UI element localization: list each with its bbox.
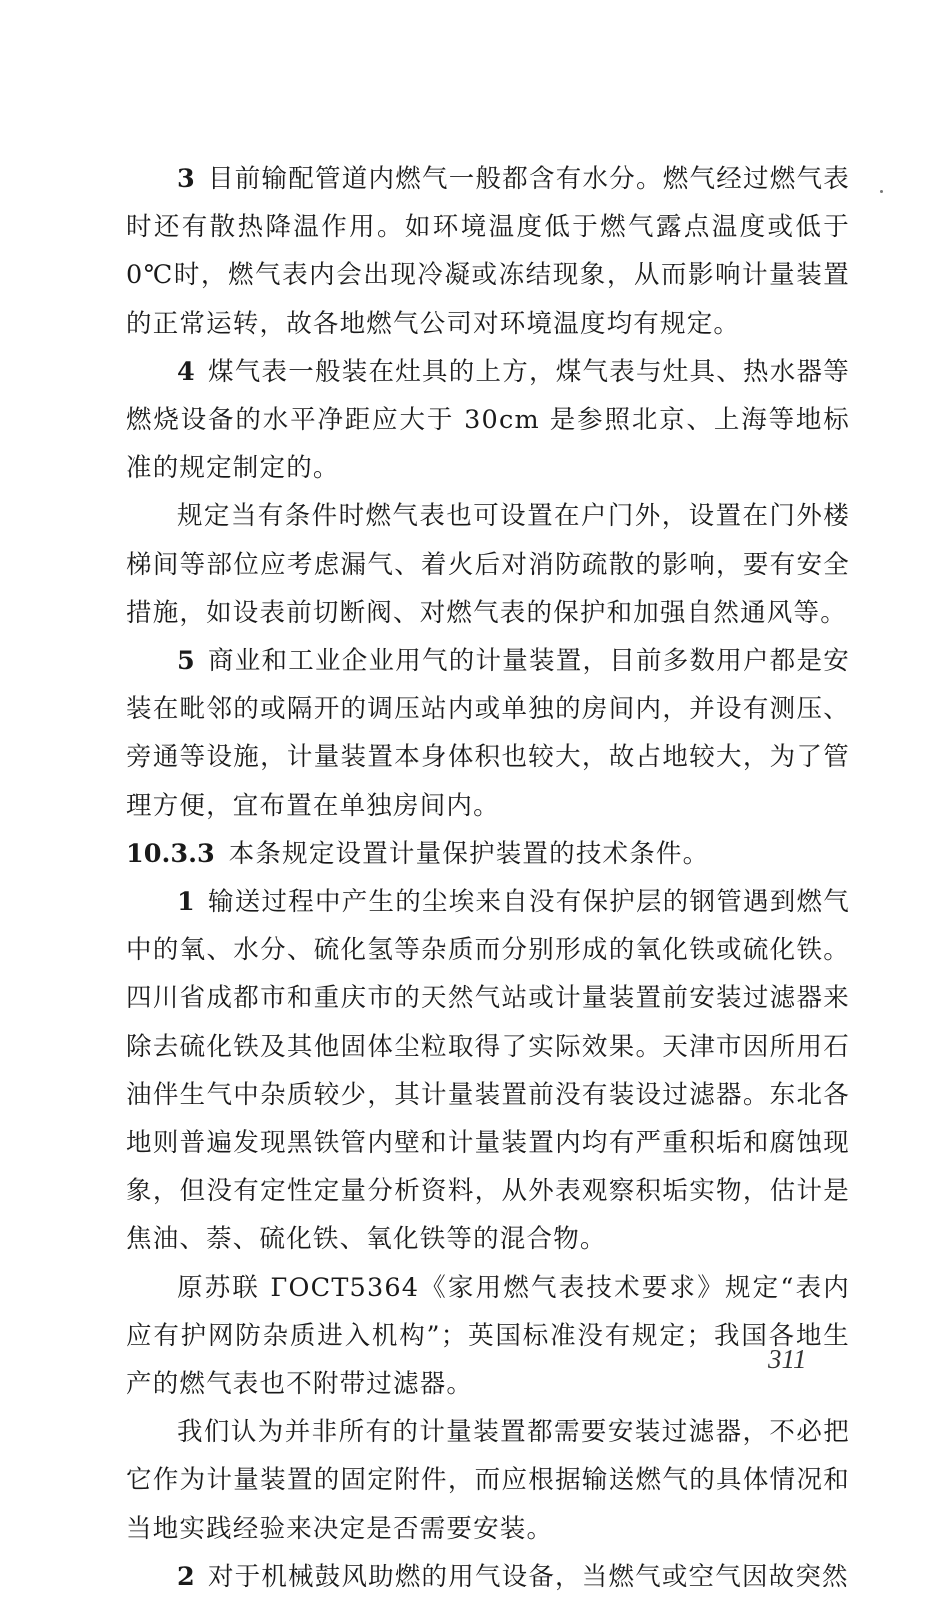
paragraph-outdoor-meter — [126, 492, 850, 637]
item-number: 4 — [177, 356, 196, 387]
item-number: 2 — [177, 1561, 196, 1592]
scan-speck — [880, 190, 883, 193]
item-number: 3 — [177, 164, 196, 194]
paragraph-text: 原苏联 ГОСТ5364《家用燃气表技术要求》规定“表内应有护网防杂质进入机构”；英国标准没有规定；我国各地生产的燃气表也不附带过滤器。 — [126, 1272, 850, 1400]
paragraph-item-4 — [126, 348, 850, 493]
page-body — [126, 155, 850, 1601]
section-text: 本条规定设置计量保护装置的技术条件。 — [228, 838, 710, 869]
paragraph-item-2 — [126, 1553, 850, 1601]
paragraph-item-1 — [126, 878, 850, 1264]
paragraph-item-3 — [126, 155, 850, 348]
section-heading-10-3-3 — [126, 830, 850, 878]
paragraph-text: 商业和工业企业用气的计量装置，目前多数用户都是安装在毗邻的或隔开的调压站内或单独的房间内，并设有测压、旁通等设施，计量装置本身体积也较大，故占地较大，为了管理方便，宜布置在单独房间内。 — [126, 646, 850, 821]
item-number: 5 — [177, 646, 196, 677]
paragraph-gost-standard — [126, 1264, 850, 1409]
paragraph-text: 我们认为并非所有的计量装置都需要安装过滤器，不必把它作为计量装置的固定附件，而应根据输送燃气的具体情况和当地实践经验来决定是否需要安装。 — [126, 1417, 850, 1544]
paragraph-text: 输送过程中产生的尘埃来自没有保护层的钢管遇到燃气中的氧、水分、硫化氢等杂质而分别形成的氧化铁或硫化铁。四川省成都市和重庆市的天然气站或计量装置前安装过滤器来除去硫化铁及其他固体尘粒取得了实际效果。天津市因所用石油伴生气中杂质较少，其计量装置前没有装设过滤器。东北各地则普遍发现黑铁管内壁和计量装置内均有严重积垢和腐蚀现象，但没有定性定量分析资料，从外表观察积垢实物，估计是焦油、萘、硫化铁、氧化铁等的混合物。 — [126, 887, 850, 1255]
paragraph-text: 煤气表一般装在灶具的上方，煤气表与灶具、热水器等燃烧设备的水平净距应大于 30cm 是参照北京、上海等地标准的规定制定的。 — [126, 356, 850, 484]
section-number: 10.3.3 — [126, 838, 215, 869]
paragraph-text: 规定当有条件时燃气表也可设置在户门外，设置在门外楼梯间等部位应考虑漏气、着火后对消防疏散的影响，要有安全措施，如设表前切断阀、对燃气表的保护和加强自然通风等。 — [126, 501, 850, 628]
item-number: 1 — [177, 887, 196, 918]
paragraph-text: 对于机械鼓风助燃的用气设备，当燃气或空气因故突然 — [207, 1561, 849, 1592]
page-number: 311 — [768, 1344, 807, 1374]
paragraph-item-5 — [126, 637, 850, 830]
paragraph-text: 目前输配管道内燃气一般都含有水分。燃气经过燃气表时还有散热降温作用。如环境温度低于燃气露点温度或低于 0℃时，燃气表内会出现冷凝或冻结现象，从而影响计量装置的正常运转，故各地燃气公司对环境温度均有规定。 — [126, 164, 850, 339]
